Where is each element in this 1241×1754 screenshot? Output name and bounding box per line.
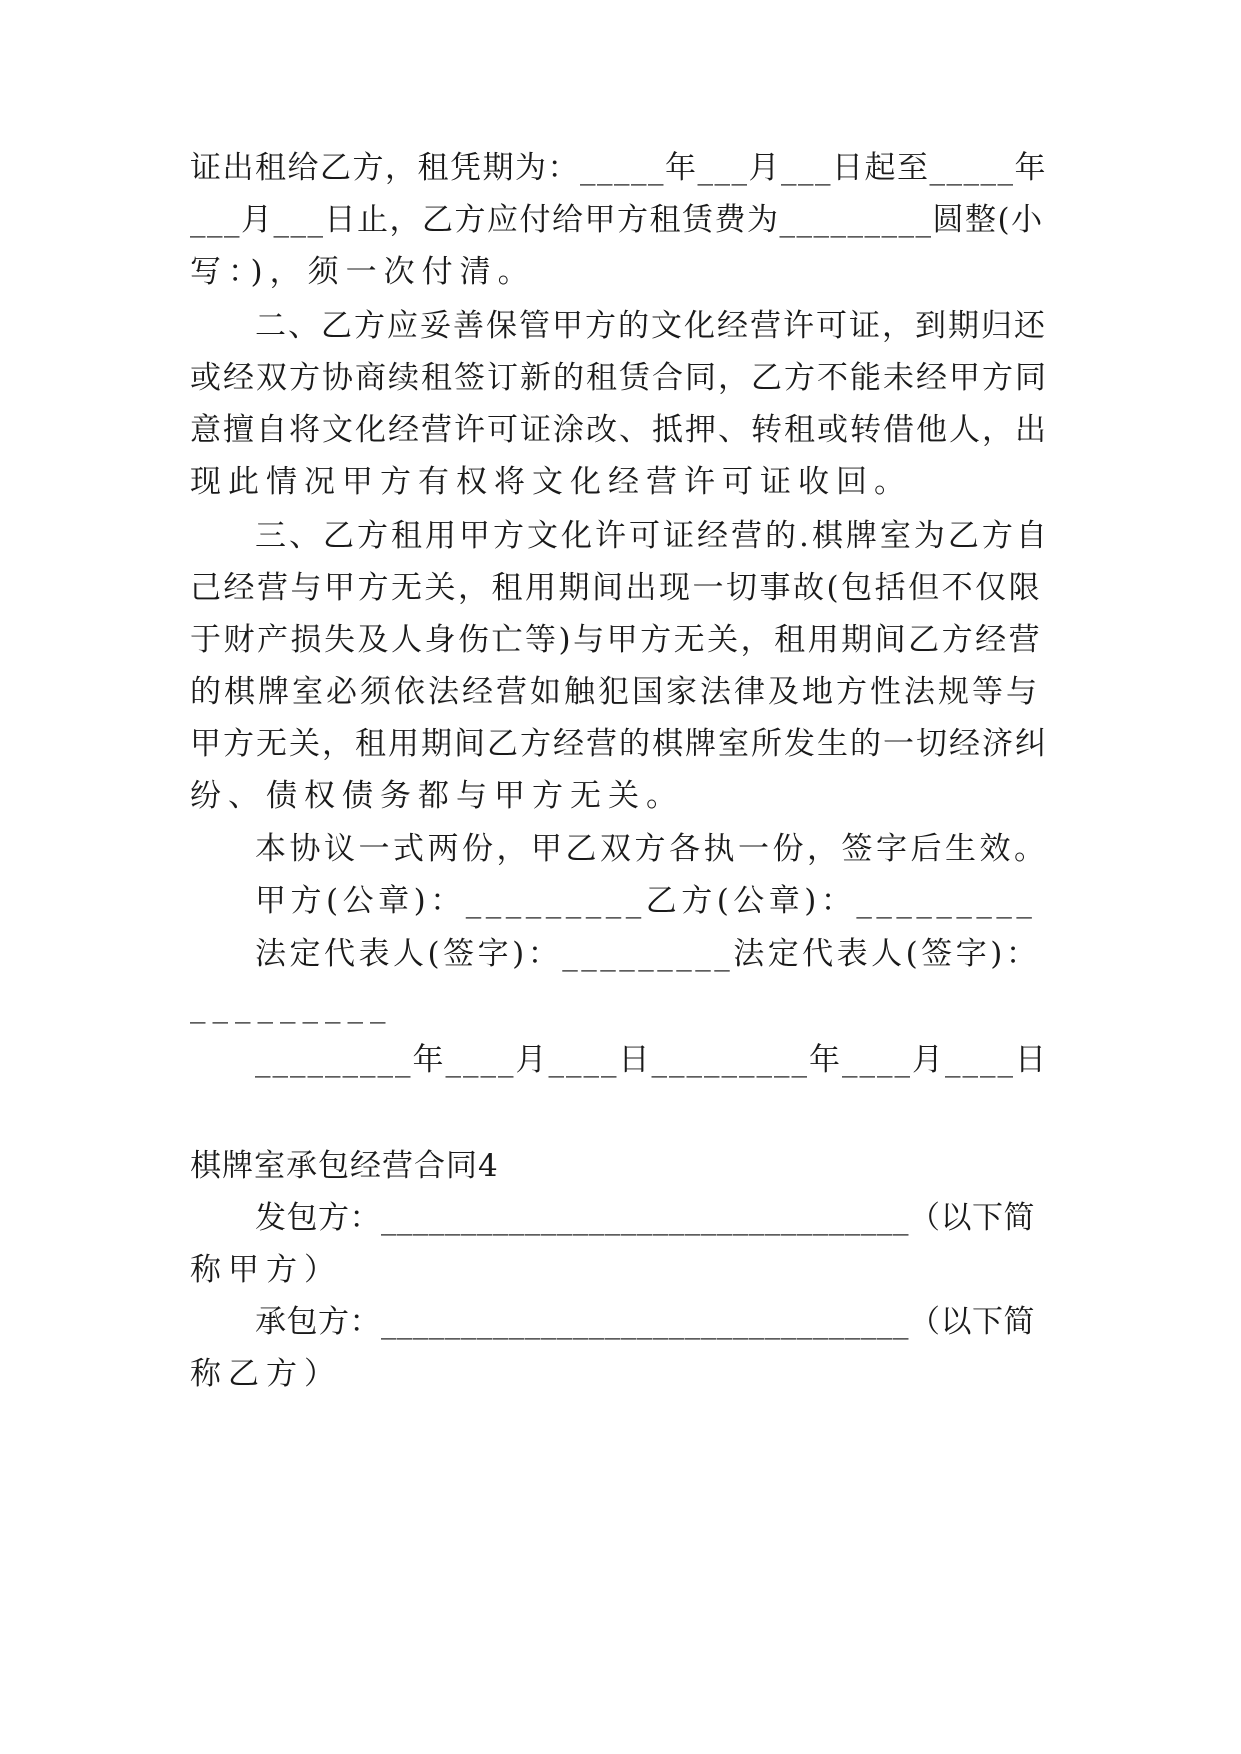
clause-3-line: 己经营与甲方无关，租用期间出现一切事故(包括但不仅限: [190, 570, 1043, 606]
clause-3-line: 于财产损失及人身伤亡等)与甲方无关，租用期间乙方经营: [190, 622, 1043, 658]
paragraph-line: 证出租给乙方，租凭期为：_____年___月___日起至_____年: [190, 150, 1047, 186]
issuer-line: 发包方：_________________________________（以下简: [255, 1200, 1035, 1236]
clause-2-line: 意擅自将文化经营许可证涂改、抵押、转租或转借他人，出: [190, 412, 1048, 448]
clause-3-line: 的棋牌室必须依法经营如触犯国家法律及地方性法规等与: [190, 674, 1040, 710]
representative-line: 法定代表人(签字)：_________法定代表人(签字)：: [255, 936, 1041, 972]
clause-3-line: 三、乙方租用甲方文化许可证经营的.棋牌室为乙方自: [255, 518, 1050, 554]
section-title: 棋牌室承包经营合同4: [190, 1148, 499, 1184]
paragraph-line: 写：)，须一次付清。: [190, 254, 536, 290]
clause-2-line: 二、乙方应妥善保管甲方的文化经营许可证，到期归还: [255, 308, 1047, 344]
effect-clause: 本协议一式两份，甲乙双方各执一份，签字后生效。: [255, 831, 1049, 867]
paragraph-line: ___月___日止，乙方应付给甲方租赁费为_________圆整(小: [190, 202, 1044, 238]
representative-blank: _________: [190, 988, 393, 1024]
clause-2-line: 或经双方协商续租签订新的租赁合同，乙方不能未经甲方同: [190, 360, 1048, 396]
date-line: _________年____月____日_________年____月____日: [255, 1042, 1048, 1078]
seal-line: 甲方(公章)：_________乙方(公章)：_________: [255, 883, 1037, 919]
contractor-line: 承包方：_________________________________（以下简: [255, 1304, 1035, 1340]
contractor-line-cont: 称乙方）: [190, 1356, 342, 1392]
clause-3-line: 甲方无关，租用期间乙方经营的棋牌室所发生的一切经济纠: [190, 726, 1048, 762]
clause-3-line: 纷、债权债务都与甲方无关。: [190, 778, 684, 814]
issuer-line-cont: 称甲方）: [190, 1252, 342, 1288]
clause-2-line: 现此情况甲方有权将文化经营许可证收回。: [190, 464, 912, 500]
